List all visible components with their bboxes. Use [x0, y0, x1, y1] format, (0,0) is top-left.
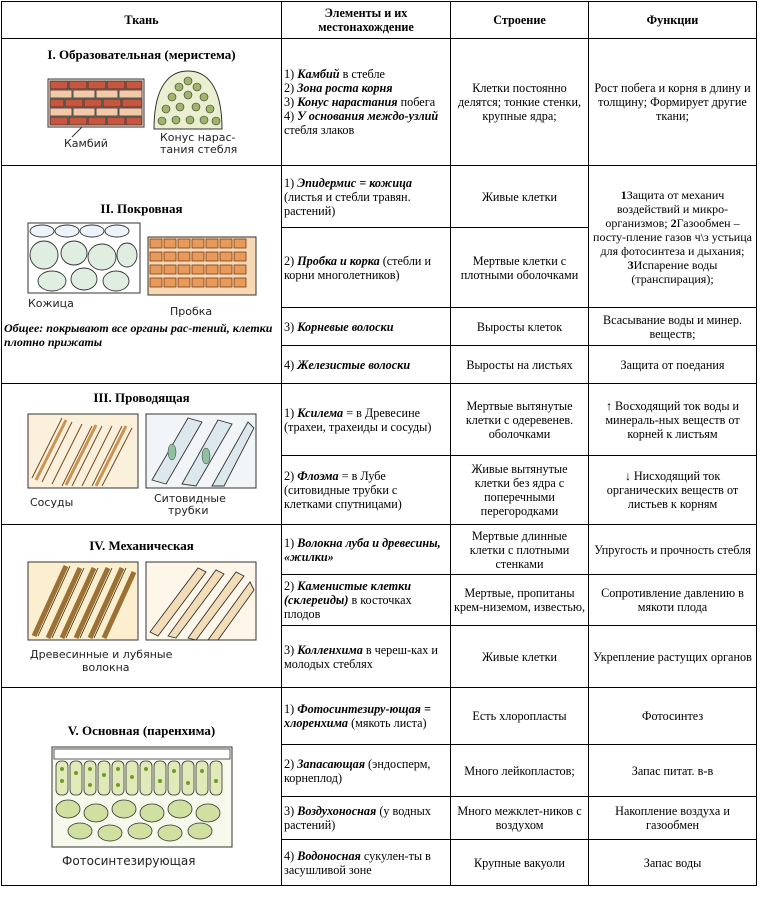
elements-cell: 2) Каменистые клетки (склереиды) в косточках плодов [282, 575, 451, 626]
header-elements: Элементы и их местонахождение [282, 2, 451, 39]
structure-cell: Клетки постоянно делятся; тонкие стенки, крупные ядра; [451, 39, 589, 166]
tissue-meristem [2, 39, 282, 166]
fibers-label-line1: Древесинные и лубяные [29, 648, 172, 661]
functions-cell: Рост побега и корня в длину и толщину; Формирует другие ткани; [589, 39, 757, 166]
element-item: 1) Камбий в стебле [284, 67, 385, 81]
vessels-icon [28, 414, 138, 488]
table-row [2, 525, 757, 575]
structure-cell: Мертвые вытянутые клетки с одеревенев. оболочками [451, 384, 589, 456]
functions-cell: Сопротивление давлению в мякоти плода [589, 575, 757, 626]
sieve-label-line1: Ситовидные [153, 492, 226, 505]
structure-cell: Мертвые клетки с плотными оболочками [451, 228, 589, 308]
tissue-mechanical [2, 525, 282, 688]
tissue-table [1, 1, 757, 886]
structure-cell: Живые клетки [451, 626, 589, 688]
table-row [2, 39, 757, 166]
elements-cell: 1) Волокна луба и древесины, «жилки» [282, 525, 451, 575]
element-item: 4) У основания междо-узлий стебля злаков [284, 109, 439, 137]
tissue-ground [2, 688, 282, 886]
tissue-name: V. Основная (паренхима) [67, 722, 216, 738]
cork-label: Пробка [169, 304, 212, 318]
structure-cell: Выросты клеток [451, 308, 589, 346]
structure-cell: Выросты на листьях [451, 346, 589, 384]
structure-cell: Крупные вакуоли [451, 840, 589, 886]
cone-label-line1: Конус нарас- [159, 131, 235, 144]
covering-note: Общее: покрывают все органы рас-тений, клетки плотно прижаты [4, 320, 273, 349]
functions-cell: Запас питат. в-в [589, 745, 757, 797]
fibers-label-line2: волокна [81, 661, 130, 674]
functions-cell: Фотосинтез [589, 688, 757, 745]
conducting-illustration [22, 408, 262, 518]
cambium-label: Камбий [63, 137, 108, 150]
structure-cell: Есть хлоропласты [451, 688, 589, 745]
tissue-name: IV. Механическая [89, 538, 194, 553]
elements-cell: 1) Эпидермис = кожица (листья и стебли травян. растений) [282, 166, 451, 228]
header-row [2, 2, 757, 39]
meristem-illustration [42, 65, 242, 157]
elements-cell: 2) Запасающая (эндосперм, корнеплод) [282, 745, 451, 797]
table-row [2, 688, 757, 745]
functions-cell: ↑ Восходящий ток воды и минераль-ных веществ от корней к листьям [589, 384, 757, 456]
vessels-label: Сосуды [29, 496, 73, 509]
structure-cell: Живые клетки [451, 166, 589, 228]
header-functions: Функции [589, 2, 757, 39]
structure-cell: Много лейкопластов; [451, 745, 589, 797]
covering-illustration [22, 219, 262, 319]
structure-cell: Мертвые, пропитаны крем-низемом, известью, [451, 575, 589, 626]
elements-cell: 2) Пробка и корка (стебли и корни многолетников) [282, 228, 451, 308]
ground-illustration [32, 741, 252, 871]
tissue-name: I. Образовательная (меристема) [47, 47, 236, 62]
cambium-cells-icon [48, 79, 144, 137]
mechanical-illustration [22, 556, 262, 674]
wood-fibers-icon [28, 562, 138, 640]
functions-cell: Накопление воздуха и газообмен [589, 797, 757, 840]
elements-cell: 3) Колленхима в череш-ках и молодых стеблях [282, 626, 451, 688]
element-item: 2) Зона роста корня [284, 81, 393, 95]
functions-cell: Упругость и прочность стебля [589, 525, 757, 575]
structure-cell: Живые вытянутые клетки без ядра с поперечными перегородками [451, 456, 589, 525]
functions-cell: ↓ Нисходящий ток органических веществ от листьев к корням [589, 456, 757, 525]
table-row [2, 166, 757, 228]
functions-cell: Всасывание воды и минер. веществ; [589, 308, 757, 346]
functions-cell: Запас воды [589, 840, 757, 886]
tissue-covering [2, 166, 282, 384]
cone-label-line2: тания стебля [159, 143, 237, 156]
elements-cell: 3) Корневые волоски [282, 308, 451, 346]
epidermis-label: Кожица [27, 296, 74, 310]
header-structure: Строение [451, 2, 589, 39]
tissue-name: II. Покровная [100, 200, 183, 216]
cork-icon [148, 237, 256, 295]
structure-cell: Много межклет-ников с воздухом [451, 797, 589, 840]
elements-cell: 1) Фотосинтезиру-ющая = хлоренхима (мякоть листа) [282, 688, 451, 745]
elements-cell [282, 39, 451, 166]
sieve-label-line2: трубки [167, 504, 208, 517]
functions-cell: Укрепление растущих органов [589, 626, 757, 688]
table-row [2, 384, 757, 456]
elements-cell: 2) Флоэма = в Лубе (ситовидные трубки с клетками спутницами) [282, 456, 451, 525]
elements-cell: 1) Ксилема = в Древесине (трахеи, трахеиды и сосуды) [282, 384, 451, 456]
growth-cone-icon [154, 71, 222, 129]
elements-cell: 3) Воздухоносная (у водных растений) [282, 797, 451, 840]
photosynthetic-tissue-icon [52, 747, 232, 847]
functions-cell: 1Защита от механич воздействий и микро-организмов; 2Газообмен – посту-пление газов ч\з устьица для фотосинтеза и дыхания; 3Испарение воды (транспирация); [589, 166, 757, 308]
tissue-conducting [2, 384, 282, 525]
elements-cell: 4) Железистые волоски [282, 346, 451, 384]
epidermis-icon [28, 223, 140, 293]
tissue-name: III. Проводящая [93, 390, 190, 405]
structure-cell: Мертвые длинные клетки с плотными стенками [451, 525, 589, 575]
photosynthetic-label: Фотосинтезирующая [61, 853, 195, 868]
element-item: 3) Конус нарастания побега [284, 95, 436, 109]
elements-cell: 4) Водоносная сукулен-ты в засушливой зоне [282, 840, 451, 886]
header-tissue: Ткань [2, 2, 282, 39]
bast-fibers-icon [146, 562, 256, 640]
sieve-tubes-icon [146, 414, 256, 488]
functions-cell: Защита от поедания [589, 346, 757, 384]
